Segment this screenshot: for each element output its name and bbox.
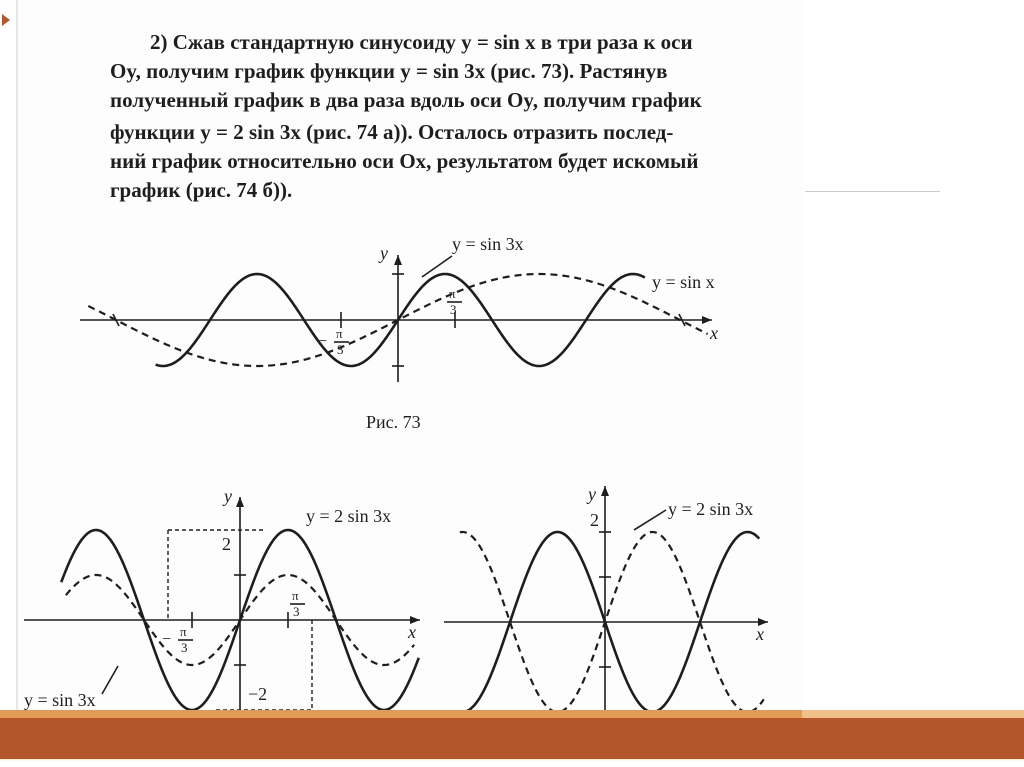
tick-label-neg-pi3-den: 3 [337,342,344,357]
text-line: ний график относительно оси Ox, результатом будет искомый [110,149,699,173]
x-axis-label: x [710,323,718,343]
label-sin3x: y = sin 3x [24,690,96,710]
y-axis-label: y [588,484,596,504]
tick-label-2: 2 [590,510,599,530]
tick-label-2: 2 [222,534,231,554]
y-axis-arrow-icon [601,486,609,496]
tick-label-pi3-den: 3 [293,604,300,619]
label-sin3x: y = sin 3x [452,234,524,254]
text-line: функции y = 2 sin 3x (рис. 74 а)). Осталось отразить послед- [110,120,674,144]
footer-bar [0,718,1024,759]
figure-73-caption: Рис. 73 [366,412,421,432]
x-axis-label: x [408,622,416,642]
tick-label-neg2: −2 [248,684,268,704]
tick-label-pi3-num: π [292,588,299,603]
text-line: 2) Сжав стандартную синусоиду y = sin x в три раза к оси [150,30,693,54]
label-2sin3x: y = 2 sin 3x [306,506,392,526]
tick-label-neg-pi3-num: π [336,326,343,341]
label-2sin3x: y = 2 sin 3x [668,499,754,519]
tick-label-pi3-den: 3 [450,302,457,317]
text-line: Oy, получим график функции y = sin 3x (рис. 73). Растянув [110,59,668,83]
tick-label-neg-pi3-den: 3 [181,640,188,655]
text-line: полученный график в два раза вдоль оси Oy, получим график [110,88,702,112]
y-axis-label: y [224,486,232,506]
label-sinx: y = sin x [652,272,715,292]
text-line: график (рис. 74 б)). [110,178,293,202]
y-axis-label: y [380,243,388,263]
tick-label-neg-prefix: − [162,631,172,648]
x-axis-label: x [756,624,764,644]
footer-accent-bar-light [802,710,1024,718]
tick-label-pi3-num: π [449,286,456,301]
leader-line [634,510,666,530]
tick-label-neg-prefix: − [318,333,328,350]
tick-label-neg-pi3-num: π [180,624,187,639]
